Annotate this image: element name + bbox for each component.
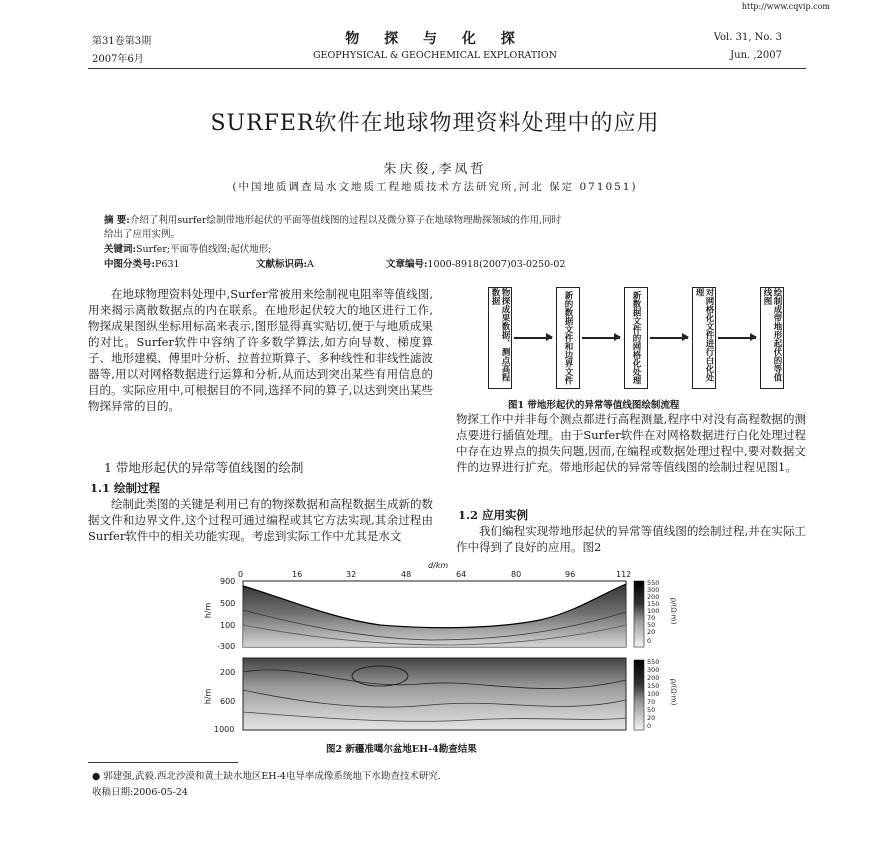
header-date-en: Jun. ,2007: [730, 50, 782, 61]
abstract-text-2: 给出了应用实例。: [104, 229, 181, 240]
fig2-cbar-bottom-550: 550: [647, 658, 660, 666]
fig2-cbar-bottom-0: 0: [647, 722, 652, 730]
fig2-x-tick-64: 64: [456, 570, 467, 579]
header-volume-en: Vol. 31, No. 3: [713, 32, 782, 43]
paper-title: SURFER软件在地球物理资料处理中的应用: [210, 111, 660, 136]
fig2-cbar-top-150: 150: [647, 600, 660, 608]
fig2-bottom-panel-anomaly: [352, 666, 408, 686]
fig2-x-tick-80: 80: [511, 570, 522, 579]
abstract-text-1: 介绍了利用surfer绘制带地形起伏的平面等值线图的过程以及微分算子在地球物理勘探领域的作用,同时: [129, 215, 562, 226]
flow-arrow-1: [514, 337, 552, 339]
fig2-top-y-tick-500: 500: [220, 599, 236, 608]
fig2-top-y-tick-100: 100: [220, 621, 236, 630]
flow-arrow-2: [582, 337, 620, 339]
fig2-cbar-top-100: 100: [647, 607, 660, 615]
clc-label: 中图分类号:: [104, 259, 156, 270]
fig2-bottom-y-tick-1000: 1000: [214, 725, 235, 734]
fig2-cbar-bottom-70: 70: [647, 698, 656, 706]
fig2-cbar-top-20: 20: [647, 628, 656, 636]
fig2-cbar-bottom-20: 20: [647, 714, 656, 722]
article-no-label: 文章编号:: [386, 259, 428, 270]
flow-box-5: 绘制成带地形起伏的等值线图: [760, 287, 784, 389]
fig2-top-panel-surface: [243, 584, 626, 647]
figure-1-caption: 图1 带地形起伏的异常等值线图绘制流程: [508, 400, 680, 411]
clc-value: P631: [155, 259, 180, 270]
fig2-x-tick-32: 32: [346, 570, 357, 579]
footnote-text: ● 郭建强,武毅.西北沙漠和黄土缺水地区EH-4电导率成像系统地下水勘查技术研究.: [92, 771, 441, 782]
flow-box-1: 物探成果数据、测点高程数据: [488, 287, 512, 389]
doc-code-line: [256, 256, 314, 270]
received-date: 收稿日期:2006-05-24: [92, 787, 188, 798]
fig2-x-tick-0: 0: [238, 570, 244, 579]
fig2-top-y-tick-neg300: -300: [217, 642, 236, 651]
fig2-cbar-top-70: 70: [647, 614, 656, 622]
fig2-cbar-top-550: 550: [647, 579, 660, 587]
fig2-bottom-panel-contour-2: [243, 690, 626, 707]
fig2-top-panel-frame: [243, 581, 626, 647]
flow-box-2: 新的数据文件和边界文件: [556, 287, 580, 389]
flow-box-4: 对网格化文件进行白化处理: [692, 287, 716, 389]
keywords-line: [104, 241, 271, 255]
fig2-bottom-panel-contour-3: [243, 712, 626, 721]
header-date: 2007年6月: [92, 54, 144, 65]
figure-2-caption: 图2 新疆准噶尔盆地EH-4勘查结果: [326, 744, 477, 755]
fig2-x-tick-112: 112: [616, 570, 632, 579]
fig2-cbar-bottom-150: 150: [647, 682, 660, 690]
abstract-label: 摘 要:: [104, 215, 130, 226]
right-column-paragraph: 物探工作中并非每个测点都进行高程测量,程序中对没有高程数据的测点要进行插值处理。由于Surfer软件在对网格数据进行白化处理过程中存在边界点的损失问题,因而,在编程或数据处理过程中,要对数据文件的边界进行扩充。带地形起伏的异常等值线图的绘制过程见图1。: [456, 412, 806, 474]
section-1-1-heading: 1.1 绘制过程: [90, 481, 161, 495]
flow-box-3: 新数据文件的网格化处理: [624, 287, 648, 389]
intro-paragraph: 在地球物理资料处理中,Surfer常被用来绘制视电阻率等值线图,用来揭示离散数据点的内在联系。在地形起伏较大的地区进行工作,物探成果图纵坐标用标高来表示,图形显得真实贴切,便于与地质成果的对比。Surfer软件中容纳了许多数学算法,如方向导数、梯度算子、地形建模、傅里叶分析、拉普拉斯算子、多种线性和非线性滤波器等,用以对网格数据进行运算和分析,从而达到突出某些有用信息的目的。实际应用中,可根据目的不同,选择不同的算子,以达到突出某些物探异常的目的。: [88, 287, 433, 413]
fig2-bottom-y-unit: h/m: [203, 688, 213, 705]
doc-code-label: 文献标识码:: [256, 259, 308, 270]
section-1-heading: 1 带地形起伏的异常等值线图的绘制: [104, 460, 304, 475]
footnote-rule: [88, 762, 238, 763]
fig2-cbar-bottom-100: 100: [647, 690, 660, 698]
fig2-top-y-tick-900: 900: [220, 577, 236, 586]
header-volume: 第31卷第3期: [92, 36, 152, 47]
fig2-cbar-top-200: 200: [647, 593, 660, 601]
fig2-cbar-top-0: 0: [647, 637, 652, 645]
fig2-cbar-bottom-200: 200: [647, 674, 660, 682]
article-no-value: 1000-8918(2007)03-0250-02: [427, 259, 566, 270]
fig2-x-tick-16: 16: [292, 570, 303, 579]
keywords-text: Surfer;平面等值线图;起伏地形;: [136, 244, 272, 255]
fig2-cbar-top-300: 300: [647, 586, 660, 594]
fig2-colorbar-top: [634, 581, 644, 647]
fig2-cbar-bottom-50: 50: [647, 706, 656, 714]
abstract-line1: [104, 212, 561, 226]
fig2-cbar-bottom-unit: ρ/(Ω·m): [669, 678, 678, 706]
fig2-top-panel-terrain: [243, 584, 626, 628]
fig2-x-unit: d/km: [428, 561, 449, 570]
clc-line: [104, 256, 180, 270]
fig2-bottom-panel-frame: [243, 658, 626, 730]
fig2-top-y-unit: h/m: [203, 602, 213, 619]
fig2-cbar-top-50: 50: [647, 621, 656, 629]
fig2-x-tick-48: 48: [401, 570, 412, 579]
flow-arrow-3: [650, 337, 688, 339]
section-1-2-heading: 1.2 应用实例: [458, 508, 529, 522]
fig2-top-panel-contour-2: [243, 625, 626, 645]
section-1-1-paragraph: 绘制此类图的关键是利用已有的物探数据和高程数据生成新的数据文件和边界文件,这个过程可通过编程或其它方法实现,其余过程由Surfer软件中的相关功能实现。考虑到实际工作中尤其是水文: [88, 497, 433, 543]
header-rule: [88, 68, 806, 69]
fig2-x-tick-96: 96: [565, 570, 576, 579]
doc-code-value: A: [307, 259, 314, 270]
section-1-2-paragraph: 我们编程实现带地形起伏的异常等值线图的绘制过程,并在实际工作中得到了良好的应用。图2: [456, 524, 806, 554]
journal-title-cn: 物 探 与 化 探: [345, 31, 525, 47]
source-url: http://www.cqvip.com: [741, 2, 830, 11]
fig2-bottom-panel-contour-1: [243, 670, 626, 689]
paper-authors: 朱庆俊,李凤哲: [383, 162, 487, 177]
journal-title-en: GEOPHYSICAL & GEOCHEMICAL EXPLORATION: [312, 50, 558, 61]
keywords-label: 关键词:: [104, 244, 137, 255]
fig2-cbar-top-unit: ρ/(Ω·m): [669, 597, 678, 625]
paper-affiliation: (中国地质调查局水文地质工程地质技术方法研究所,河北 保定 071051): [232, 181, 638, 193]
article-no-line: [386, 256, 565, 270]
fig2-bottom-y-tick-600: 600: [220, 697, 236, 706]
fig2-cbar-bottom-300: 300: [647, 666, 660, 674]
fig2-bottom-y-tick-200: 200: [220, 668, 236, 677]
fig2-colorbar-bottom: [634, 660, 644, 730]
fig2-top-panel-contour-1: [243, 610, 626, 640]
flow-arrow-4: [718, 337, 756, 339]
